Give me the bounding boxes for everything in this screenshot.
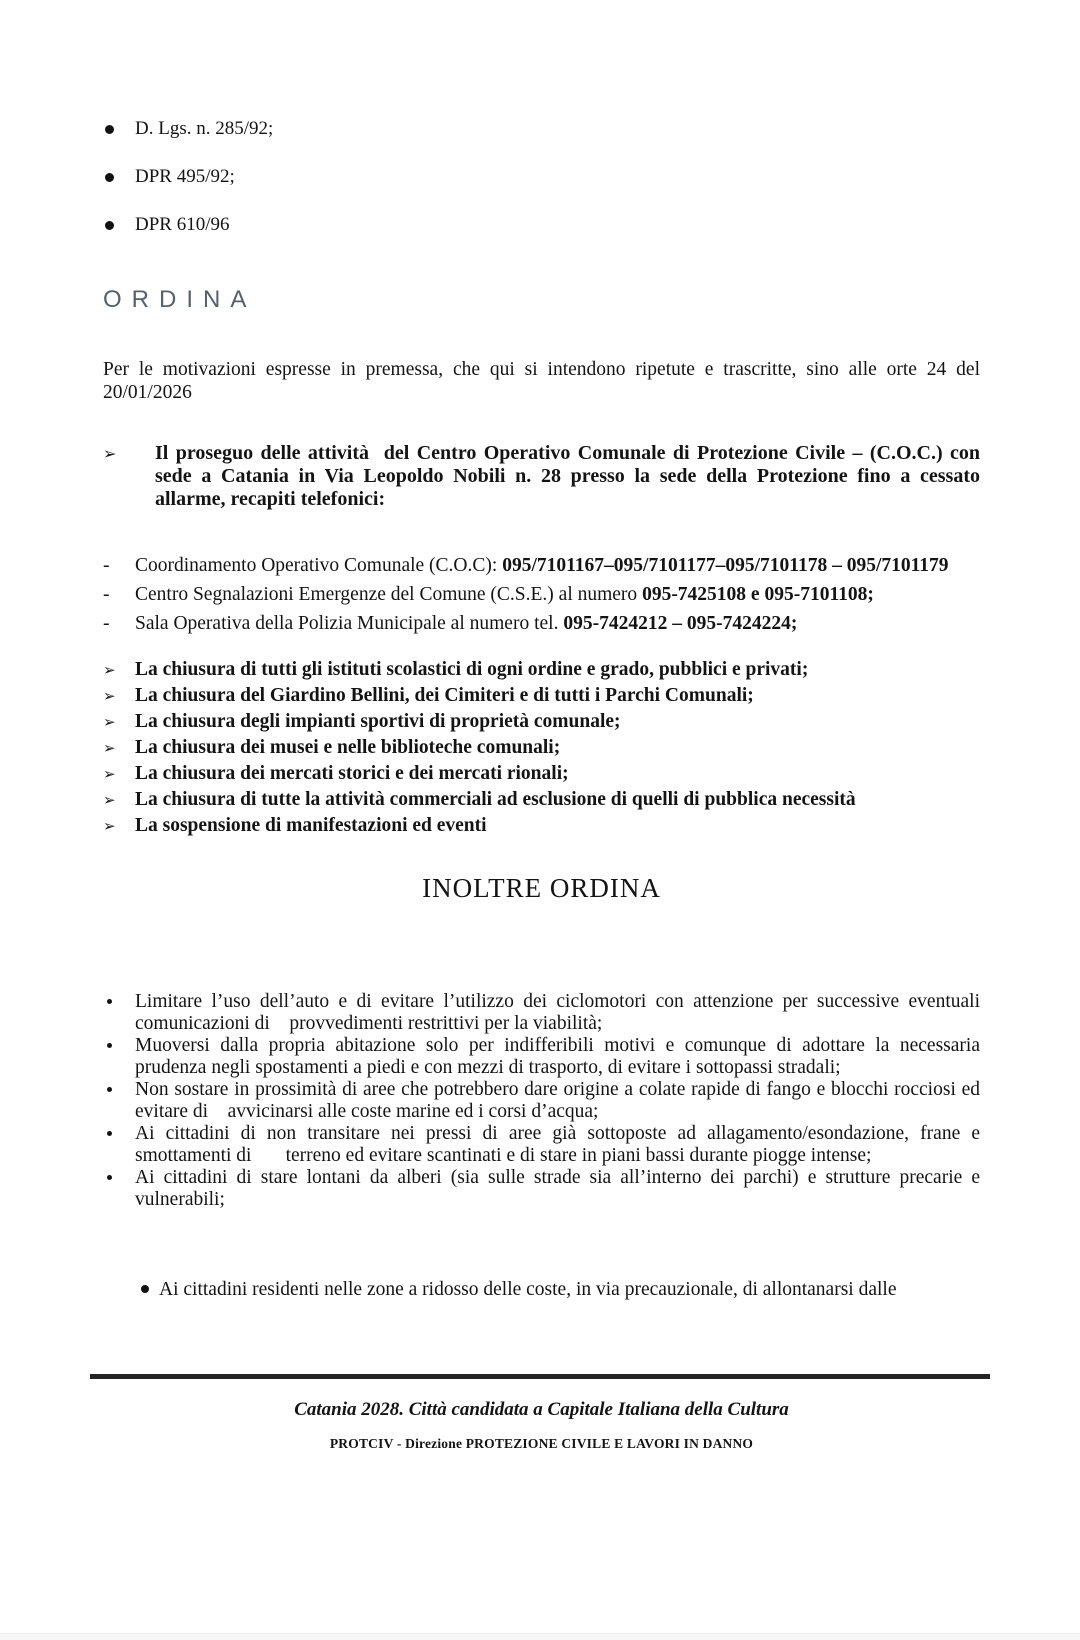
directive-text: Limitare l’uso dell’auto e di evitare l’utilizzo dei ciclomotori con attenzione per successive eventuali comunicazioni di provvedimenti restrittivi per la viabilità; bbox=[135, 991, 985, 1034]
contact-label: Sala Operativa della Polizia Municipale al numero tel. bbox=[135, 613, 564, 634]
page-bottom-edge bbox=[0, 1633, 1080, 1640]
closure-item bbox=[103, 813, 980, 839]
directive-text: Ai cittadini di non transitare nei pressi di aree già sottoposte ad allagamento/esondazione, frane e smottamenti di terreno ed evitare scantinati e di stare in piani bassi durante piogge intense; bbox=[135, 1123, 985, 1166]
inoltre-ordina-heading: INOLTRE ORDINA bbox=[422, 873, 661, 903]
contact-numbers: 095-7425108 e 095-7101108; bbox=[642, 584, 874, 605]
arrow-bullet-icon: ➢ bbox=[103, 791, 116, 809]
legal-ref-item bbox=[103, 118, 980, 140]
legal-references-list bbox=[103, 118, 980, 236]
coc-directive bbox=[103, 442, 985, 511]
legal-ref-text: D. Lgs. n. 285/92; bbox=[135, 118, 274, 139]
directive-text: Non sostare in prossimità di aree che potrebbero dare origine a colate rapide di fango e blocchi rocciosi ed evitare di avvicinarsi alle coste marine ed i corsi d’acqua; bbox=[135, 1079, 985, 1122]
contact-item bbox=[103, 609, 980, 638]
closure-text: La chiusura dei musei e nelle biblioteche comunali; bbox=[135, 737, 561, 758]
closure-item bbox=[103, 735, 980, 761]
directive-text: Ai cittadini di stare lontani da alberi (sia sulle strade sia all’interno dei parchi) e strutture precarie e vulnerabili; bbox=[135, 1167, 985, 1210]
dash-icon: - bbox=[103, 584, 110, 605]
legal-ref-item bbox=[103, 214, 980, 236]
document-page bbox=[0, 118, 1080, 1453]
arrow-bullet-icon: ➢ bbox=[103, 444, 117, 463]
closure-item bbox=[103, 683, 980, 709]
ordina-heading: ORDINA bbox=[103, 286, 257, 313]
contact-label: Centro Segnalazioni Emergenze del Comune (C.S.E.) al numero bbox=[135, 584, 643, 605]
closure-item bbox=[103, 761, 980, 787]
footer-divider bbox=[90, 1374, 990, 1379]
coastal-directive bbox=[103, 1278, 980, 1301]
directive-item bbox=[103, 1079, 985, 1123]
closure-item bbox=[103, 657, 980, 683]
coc-directive-text: Il proseguo delle attività del Centro Operativo Comunale di Protezione Civile – (C.O.C.) con sede a Catania in Via Leopoldo Nobili n. 28 presso la sede della Protezione fino a cessato allarme, recapiti telefonici: bbox=[155, 442, 985, 510]
closure-text: La chiusura dei mercati storici e dei mercati rionali; bbox=[135, 763, 569, 784]
intro-paragraph: Per le motivazioni espresse in premessa, che qui si intendono ripetute e trascritte, sino alle orte 24 del 20/01/2026 bbox=[103, 359, 985, 403]
contact-numbers: 095-7424212 – 095-7424224; bbox=[563, 613, 798, 634]
arrow-bullet-icon: ➢ bbox=[103, 661, 116, 679]
directive-text: Muoversi dalla propria abitazione solo per indifferibili motivi e comunque di adottare la necessaria prudenza negli spostamenti a piedi e con mezzi di trasporto, di evitare i sottopassi stradali; bbox=[135, 1035, 985, 1078]
closure-text: La chiusura di tutte la attività commerciali ad esclusione di quelli di pubblica necessità bbox=[135, 789, 856, 810]
footer-department: PROTCIV - Direzione PROTEZIONE CIVILE E LAVORI IN DANNO bbox=[329, 1436, 754, 1451]
closure-text: La chiusura del Giardino Bellini, dei Cimiteri e di tutti i Parchi Comunali; bbox=[135, 685, 754, 706]
arrow-bullet-icon: ➢ bbox=[103, 817, 116, 835]
dash-icon: - bbox=[103, 613, 110, 634]
directive-item bbox=[103, 1167, 985, 1211]
closures-list bbox=[103, 657, 980, 839]
closure-text: La chiusura degli impianti sportivi di proprietà comunale; bbox=[135, 711, 621, 732]
directive-item bbox=[103, 1123, 985, 1167]
closure-item bbox=[103, 787, 980, 813]
arrow-bullet-icon: ➢ bbox=[103, 713, 116, 731]
directive-item bbox=[103, 991, 985, 1035]
legal-ref-text: DPR 610/96 bbox=[135, 214, 230, 235]
directive-item bbox=[103, 1035, 985, 1079]
dash-icon: - bbox=[103, 555, 110, 576]
arrow-bullet-icon: ➢ bbox=[103, 687, 116, 705]
arrow-bullet-icon: ➢ bbox=[103, 739, 116, 757]
contact-numbers: 095/7101167–095/7101177–095/7101178 – 095/7101179 bbox=[502, 555, 949, 576]
legal-ref-item bbox=[103, 166, 980, 188]
contact-item bbox=[103, 551, 980, 580]
coastal-directive-text: Ai cittadini residenti nelle zone a ridosso delle coste, in via precauzionale, di allontanarsi dalle bbox=[159, 1279, 897, 1300]
footer-candidacy: Catania 2028. Città candidata a Capitale Italiana della Cultura bbox=[294, 1399, 789, 1420]
contact-text bbox=[135, 551, 949, 580]
legal-ref-text: DPR 495/92; bbox=[135, 166, 235, 187]
closure-text: La chiusura di tutti gli istituti scolastici di ogni ordine e grado, pubblici e privati; bbox=[135, 659, 809, 680]
directives-list bbox=[103, 991, 985, 1211]
contact-text bbox=[135, 580, 874, 609]
contacts-list bbox=[103, 551, 980, 638]
contact-item bbox=[103, 580, 980, 609]
closure-text: La sospensione di manifestazioni ed eventi bbox=[135, 815, 487, 836]
closure-item bbox=[103, 709, 980, 735]
contact-text bbox=[135, 609, 797, 638]
contact-label: Coordinamento Operativo Comunale (C.O.C): bbox=[135, 555, 503, 576]
arrow-bullet-icon: ➢ bbox=[103, 765, 116, 783]
